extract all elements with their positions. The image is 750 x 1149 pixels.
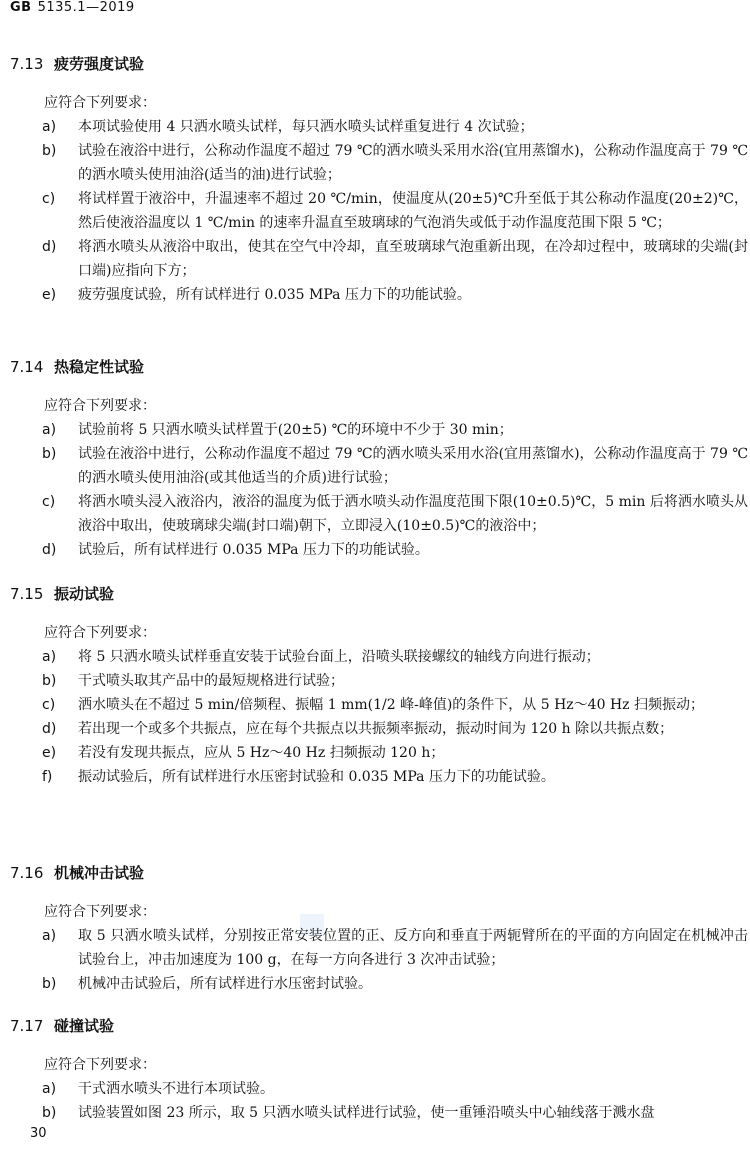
item-label: d) — [42, 239, 57, 255]
item-text: 试验装置如图 23 所示，取 5 只洒水喷头试样进行试验，使一重锤沿喷头中心轴线落于溅水盘 — [78, 1105, 655, 1121]
list-item — [10, 693, 750, 717]
item-label: f) — [42, 769, 53, 785]
item-label: c) — [42, 494, 56, 510]
item-text: 试验在液浴中进行，公称动作温度不超过 79 ℃的洒水喷头采用水浴(宜用蒸馏水)，公称动作温度高于 79 ℃的洒水喷头使用油浴(或其他适当的介质)进行试验； — [78, 446, 748, 486]
item-text: 将洒水喷头从液浴中取出，使其在空气中冷却，直至玻璃球气泡重新出现，在冷却过程中，玻璃球的尖端(封口端)应指向下方； — [78, 239, 748, 279]
item-label: b) — [42, 1105, 57, 1121]
section-heading — [10, 862, 750, 884]
section-number: 7.17 — [10, 1017, 44, 1035]
list-item — [10, 645, 750, 669]
item-label: e) — [42, 745, 57, 761]
item-text: 振动试验后，所有试样进行水压密封试验和 0.035 MPa 压力下的功能试验。 — [78, 769, 555, 785]
section-heading — [10, 53, 750, 75]
item-label: b) — [42, 446, 57, 462]
item-text: 干式洒水喷头不进行本项试验。 — [78, 1081, 274, 1097]
item-text: 试验在液浴中进行，公称动作温度不超过 79 ℃的洒水喷头采用水浴(宜用蒸馏水)，公称动作温度高于 79 ℃的洒水喷头使用油浴(适当的油)进行试验； — [78, 143, 748, 183]
list-item — [10, 442, 750, 490]
list-item — [10, 115, 750, 139]
item-label: b) — [42, 673, 57, 689]
standard-number: 5135.1—2019 — [37, 0, 135, 15]
list-item — [10, 741, 750, 765]
item-text: 机械冲击试验后，所有试样进行水压密封试验。 — [78, 976, 372, 992]
item-text: 试验后，所有试样进行 0.035 MPa 压力下的功能试验。 — [78, 542, 429, 558]
list-item — [10, 765, 750, 789]
item-label: a) — [42, 422, 57, 438]
item-label: a) — [42, 119, 57, 135]
list-item — [10, 235, 750, 283]
item-text: 干式喷头取其产品中的最短规格进行试验； — [78, 673, 344, 689]
item-text: 将洒水喷头浸入液浴内，液浴的温度为低于洒水喷头动作温度范围下限(10±0.5)℃，5 min 后将洒水喷头从液浴中取出，使玻璃球尖端(封口端)朝下，立即浸入(10±0.5)℃的液浴中； — [78, 494, 748, 534]
item-text: 若没有发现共振点，应从 5 Hz～40 Hz 扫频振动 120 h； — [78, 745, 445, 761]
item-label: a) — [42, 1081, 57, 1097]
list-item — [10, 490, 750, 538]
item-label: c) — [42, 191, 56, 207]
section-7-13 — [10, 53, 750, 307]
list-item — [10, 669, 750, 693]
item-label: c) — [42, 697, 56, 713]
section-heading — [10, 583, 750, 605]
page-number: 30 — [30, 1126, 47, 1141]
item-text: 取 5 只洒水喷头试样，分别按正常安装位置的正、反方向和垂直于两轭臂所在的平面的方向固定在机械冲击试验台上，冲击加速度为 100 g，在每一方向各进行 3 次冲击试验； — [78, 928, 748, 968]
list-item — [10, 1077, 750, 1101]
section-number: 7.16 — [10, 864, 44, 882]
section-intro: 应符合下列要求： — [44, 1057, 156, 1073]
item-text: 试验前将 5 只洒水喷头试样置于(20±5) ℃的环境中不少于 30 min； — [78, 422, 513, 438]
item-text: 将试样置于液浴中，升温速率不超过 20 ℃/min，使温度从(20±5)℃升至低于其公称动作温度(20±2)℃，然后使液浴温度以 1 ℃/min 的速率升温直至玻璃球的气泡消失或低于动作温度范围下限 5 ℃； — [78, 191, 748, 231]
list-item — [10, 283, 750, 307]
item-label: d) — [42, 721, 57, 737]
section-7-15 — [10, 583, 750, 789]
item-text: 将 5 只洒水喷头试样垂直安装于试验台面上，沿喷头联接螺纹的轴线方向进行振动； — [78, 649, 600, 665]
section-heading — [10, 1015, 750, 1037]
item-label: a) — [42, 649, 57, 665]
item-label: d) — [42, 542, 57, 558]
list-item — [10, 139, 750, 187]
list-item — [10, 418, 750, 442]
list-item — [10, 538, 750, 562]
list-item — [10, 187, 750, 235]
section-title: 疲劳强度试验 — [54, 55, 145, 73]
list-item — [10, 972, 750, 996]
section-intro: 应符合下列要求： — [44, 625, 156, 641]
section-7-16 — [10, 862, 750, 996]
list-item — [10, 717, 750, 741]
item-text: 若出现一个或多个共振点，应在每个共振点以共振频率振动，振动时间为 120 h 除以共振点数； — [78, 721, 674, 737]
item-label: a) — [42, 928, 57, 944]
item-text: 疲劳强度试验，所有试样进行 0.035 MPa 压力下的功能试验。 — [78, 287, 471, 303]
section-title: 碰撞试验 — [54, 1017, 115, 1035]
item-label: b) — [42, 143, 57, 159]
page-header — [10, 0, 135, 15]
section-7-17 — [10, 1015, 750, 1125]
list-item — [10, 1101, 750, 1125]
section-intro: 应符合下列要求： — [44, 398, 156, 414]
section-title: 振动试验 — [54, 585, 115, 603]
section-number: 7.13 — [10, 55, 44, 73]
item-text: 本项试验使用 4 只洒水喷头试样，每只洒水喷头试样重复进行 4 次试验； — [78, 119, 534, 135]
section-intro: 应符合下列要求： — [44, 904, 156, 920]
item-label: e) — [42, 287, 57, 303]
section-7-14 — [10, 356, 750, 562]
item-label: b) — [42, 976, 57, 992]
item-text: 洒水喷头在不超过 5 min/倍频程、振幅 1 mm(1/2 峰-峰值)的条件下，从 5 Hz～40 Hz 扫频振动； — [78, 697, 704, 713]
section-number: 7.14 — [10, 358, 44, 376]
section-heading — [10, 356, 750, 378]
section-number: 7.15 — [10, 585, 44, 603]
standard-code: GB — [10, 0, 32, 15]
section-intro: 应符合下列要求： — [44, 95, 156, 111]
section-title: 机械冲击试验 — [54, 864, 145, 882]
list-item — [10, 924, 750, 972]
section-title: 热稳定性试验 — [54, 358, 145, 376]
